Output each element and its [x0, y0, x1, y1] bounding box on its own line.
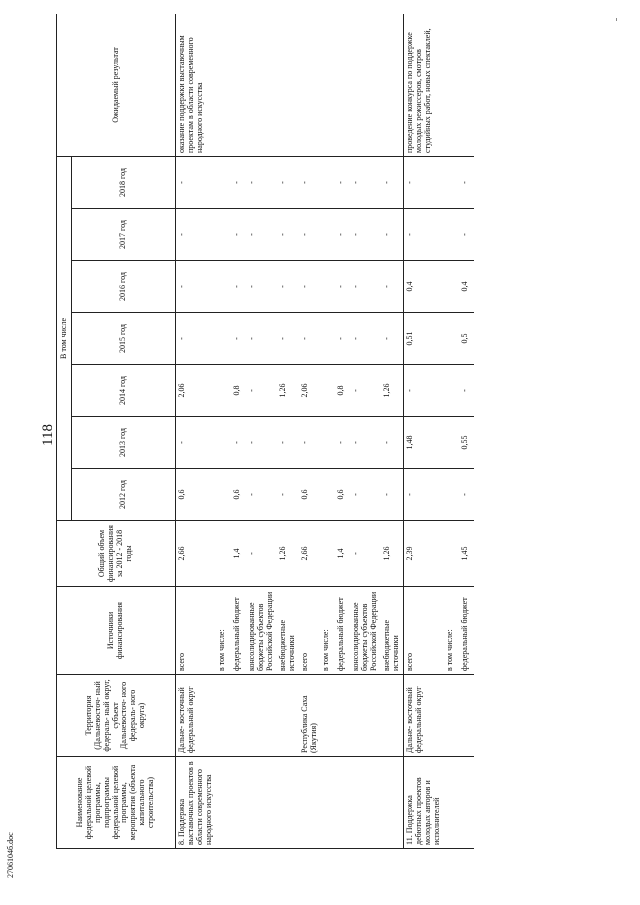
cell-result [246, 14, 277, 156]
cell-year-value: - [381, 313, 403, 365]
cell-year-value [444, 469, 459, 521]
cell-year-value: 0,6 [231, 469, 246, 521]
table-row [246, 14, 277, 849]
cell-year-value: - [404, 156, 444, 208]
cell-total [216, 521, 231, 587]
cell-year-value: 2,06 [176, 365, 216, 417]
cell-year-value: - [350, 209, 381, 261]
table-row [381, 14, 403, 849]
cell-result [381, 14, 403, 156]
cell-year-value: - [299, 156, 321, 208]
table-row [335, 14, 350, 849]
cell-territory [277, 675, 299, 757]
cell-year-value [320, 209, 335, 261]
program-financing-table [56, 14, 474, 849]
cell-year-value: - [299, 261, 321, 313]
cell-year-value [216, 156, 231, 208]
cell-year-value: - [350, 417, 381, 469]
cell-name [444, 757, 459, 849]
cell-year-value: - [176, 313, 216, 365]
table-body [176, 14, 475, 849]
cell-name [231, 757, 246, 849]
cell-year-value: - [404, 365, 444, 417]
header-year-2014: 2014 год [72, 365, 176, 417]
cell-territory [459, 675, 474, 757]
cell-source: всего [299, 587, 321, 675]
cell-year-value [444, 313, 459, 365]
cell-year-value: 0,6 [299, 469, 321, 521]
cell-territory [350, 675, 381, 757]
table-row [444, 14, 459, 849]
table-row [216, 14, 231, 849]
header-in-that-number: В том числе [57, 156, 72, 520]
cell-territory: Дальне- восточный федеральный округ [176, 675, 216, 757]
table-row [299, 14, 321, 849]
cell-result [277, 14, 299, 156]
cell-territory [335, 675, 350, 757]
cell-year-value [320, 156, 335, 208]
header-territory: Территория (Дальневосточ- ный федераль- ный округ, субъект Дальневосточ- ного федераль- ного округа) [57, 675, 176, 757]
program-table-frame [56, 14, 606, 849]
cell-result: проведение конкурса по поддержке молодых режиссеров, смотров студийных работ, новых спектаклей, [404, 14, 444, 156]
cell-year-value: - [350, 313, 381, 365]
cell-name [335, 757, 350, 849]
document-code: 2706104б.doc [6, 832, 15, 878]
cell-territory [216, 675, 231, 757]
header-year-2015: 2015 год [72, 313, 176, 365]
cell-total: 1,26 [381, 521, 403, 587]
cell-year-value [444, 365, 459, 417]
cell-year-value: 0,6 [335, 469, 350, 521]
cell-name: 8. Поддержка выставочных проектов в области современного народного искусства [176, 757, 216, 849]
cell-total [320, 521, 335, 587]
cell-year-value: - [231, 417, 246, 469]
cell-year-value: 0,51 [404, 313, 444, 365]
cell-total [444, 521, 459, 587]
cell-year-value: - [246, 156, 277, 208]
cell-year-value: - [277, 313, 299, 365]
table-row [231, 14, 246, 849]
cell-name [381, 757, 403, 849]
cell-year-value: - [176, 417, 216, 469]
table-row [350, 14, 381, 849]
cell-name: 11. Поддержка дебютных проектов молодых авторов и исполнителей [404, 757, 444, 849]
header-sources: Источники финансирования [57, 587, 176, 675]
cell-result: оказание поддержки выставочным проектам в области современного народного искусства [176, 14, 216, 156]
cell-year-value [216, 417, 231, 469]
cell-name [277, 757, 299, 849]
cell-year-value: - [246, 417, 277, 469]
cell-year-value: 1,26 [381, 365, 403, 417]
cell-year-value: - [246, 313, 277, 365]
scan-mark [616, 18, 617, 21]
cell-year-value: - [335, 261, 350, 313]
cell-source: федеральный бюджет [231, 587, 246, 675]
cell-year-value [320, 313, 335, 365]
cell-year-value: - [176, 156, 216, 208]
cell-result [350, 14, 381, 156]
cell-year-value: 0,55 [459, 417, 474, 469]
cell-total: 2,66 [299, 521, 321, 587]
cell-year-value: - [404, 209, 444, 261]
cell-year-value: - [246, 261, 277, 313]
cell-result [459, 14, 474, 156]
cell-source: в том числе: [216, 587, 231, 675]
cell-year-value [216, 469, 231, 521]
cell-result [444, 14, 459, 156]
cell-year-value [444, 261, 459, 313]
cell-year-value: - [299, 417, 321, 469]
cell-year-value: - [350, 469, 381, 521]
cell-name [320, 757, 335, 849]
cell-total: 1,4 [335, 521, 350, 587]
cell-year-value: - [176, 209, 216, 261]
cell-name [216, 757, 231, 849]
cell-year-value: - [299, 209, 321, 261]
cell-year-value: - [231, 313, 246, 365]
cell-year-value: - [335, 313, 350, 365]
cell-year-value: - [277, 156, 299, 208]
table-row [277, 14, 299, 849]
cell-result [335, 14, 350, 156]
cell-year-value: - [381, 209, 403, 261]
cell-year-value [320, 469, 335, 521]
cell-year-value: - [277, 209, 299, 261]
cell-year-value: 0,4 [404, 261, 444, 313]
cell-source: консолидированные бюджеты субъектов Российской Федерации [246, 587, 277, 675]
cell-source: в том числе: [320, 587, 335, 675]
cell-year-value: 2,06 [299, 365, 321, 417]
cell-year-value: - [381, 156, 403, 208]
header-total: Общий объем финансирования за 2012 - 2018 годы [57, 521, 176, 587]
table-row [404, 14, 444, 849]
cell-year-value [216, 261, 231, 313]
cell-territory: Республика Саха (Якутия) [299, 675, 321, 757]
cell-source: всего [176, 587, 216, 675]
cell-year-value: 1,26 [277, 365, 299, 417]
cell-year-value: - [335, 417, 350, 469]
cell-year-value [444, 209, 459, 261]
cell-territory [231, 675, 246, 757]
header-year-2017: 2017 год [72, 209, 176, 261]
cell-year-value: - [277, 261, 299, 313]
cell-total: 2,39 [404, 521, 444, 587]
cell-total: - [350, 521, 381, 587]
cell-total: 1,45 [459, 521, 474, 587]
cell-year-value: - [246, 469, 277, 521]
cell-total: 2,66 [176, 521, 216, 587]
cell-year-value: - [231, 156, 246, 208]
cell-year-value: - [335, 209, 350, 261]
table-row [459, 14, 474, 849]
cell-year-value: - [350, 261, 381, 313]
cell-year-value: - [381, 417, 403, 469]
cell-year-value [320, 261, 335, 313]
cell-year-value: - [350, 156, 381, 208]
cell-year-value [320, 365, 335, 417]
cell-year-value: - [459, 469, 474, 521]
header-year-2013: 2013 год [72, 417, 176, 469]
page-number: 118 [40, 424, 56, 446]
table-row [176, 14, 216, 849]
cell-year-value: - [459, 365, 474, 417]
cell-year-value: - [381, 469, 403, 521]
cell-year-value: - [231, 209, 246, 261]
cell-total: - [246, 521, 277, 587]
cell-year-value: 0,8 [231, 365, 246, 417]
cell-territory [246, 675, 277, 757]
cell-source: федеральный бюджет [335, 587, 350, 675]
cell-year-value [216, 313, 231, 365]
header-year-2016: 2016 год [72, 261, 176, 313]
cell-year-value: - [246, 209, 277, 261]
cell-source: федеральный бюджет [459, 587, 474, 675]
cell-source: внебюджетные источники [277, 587, 299, 675]
cell-result [216, 14, 231, 156]
cell-result [231, 14, 246, 156]
cell-year-value: - [277, 417, 299, 469]
cell-year-value [320, 417, 335, 469]
cell-result [320, 14, 335, 156]
cell-year-value [216, 209, 231, 261]
cell-year-value: - [246, 365, 277, 417]
cell-year-value [444, 417, 459, 469]
cell-source: в том числе: [444, 587, 459, 675]
cell-year-value: - [459, 156, 474, 208]
cell-territory: Дальне- восточный федеральный округ [404, 675, 444, 757]
cell-year-value [216, 365, 231, 417]
cell-year-value: - [381, 261, 403, 313]
cell-name [299, 757, 321, 849]
cell-result [299, 14, 321, 156]
cell-year-value: 0,8 [335, 365, 350, 417]
header-year-2018: 2018 год [72, 156, 176, 208]
cell-year-value: - [299, 313, 321, 365]
cell-year-value: - [335, 156, 350, 208]
cell-total: 1,4 [231, 521, 246, 587]
cell-year-value: - [176, 261, 216, 313]
cell-total: 1,26 [277, 521, 299, 587]
cell-year-value: - [404, 469, 444, 521]
cell-year-value: - [350, 365, 381, 417]
cell-year-value: 1,48 [404, 417, 444, 469]
cell-year-value [444, 156, 459, 208]
cell-year-value: 0,5 [459, 313, 474, 365]
cell-source: консолидированные бюджеты субъектов Российской Федерации [350, 587, 381, 675]
cell-name [350, 757, 381, 849]
cell-year-value: 0,4 [459, 261, 474, 313]
cell-year-value: 0,6 [176, 469, 216, 521]
header-result: Ожидаемый результат [57, 14, 176, 156]
table-row [320, 14, 335, 849]
cell-territory [444, 675, 459, 757]
cell-source: внебюджетные источники [381, 587, 403, 675]
cell-year-value: - [231, 261, 246, 313]
cell-name [459, 757, 474, 849]
cell-source: всего [404, 587, 444, 675]
rotated-table-area [56, 14, 606, 849]
header-year-2012: 2012 год [72, 469, 176, 521]
cell-year-value: - [277, 469, 299, 521]
header-name: Наименование федеральной целевой программы, подпрограммы федеральной целевой программы, мероприятия (объекта капитального строительства) [57, 757, 176, 849]
cell-territory [320, 675, 335, 757]
cell-territory [381, 675, 403, 757]
cell-year-value: - [459, 209, 474, 261]
cell-name [246, 757, 277, 849]
